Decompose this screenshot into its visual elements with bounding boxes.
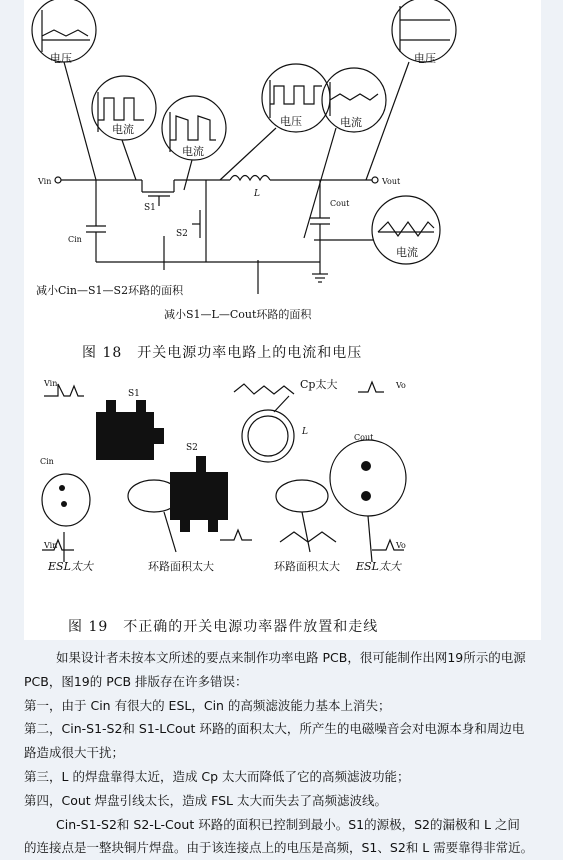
figure-19-pcb-layout	[24, 372, 541, 612]
s1-chip	[96, 412, 154, 460]
figure-18-caption: 图 18 开关电源功率电路上的电流和电压	[82, 345, 363, 361]
label-voltage-1: 电压	[50, 52, 72, 65]
label-vout: Vout	[382, 177, 401, 186]
label-loop-left: 环路面积太大	[148, 560, 214, 573]
label-cin: Cin	[40, 457, 54, 466]
paragraph-1-line-2: PCB，图19的 PCB 排版存在许多错误：	[24, 673, 248, 689]
label-cout: Cout	[354, 433, 374, 442]
paragraph-6-line-2: 的连接点是一整块铜片焊盘。由于该连接点上的电压是高频，S1、S2和 L 需要靠得非常近。	[24, 840, 534, 856]
figure-19	[24, 372, 541, 640]
figure-19-caption: 图 19 不正确的开关电源功率器件放置和走线	[68, 619, 379, 635]
figure-18	[24, 0, 541, 372]
label-esl-left: ESL太大	[48, 560, 93, 573]
label-loop-right: 环路面积太大	[274, 560, 340, 573]
label-current-4: 电流	[396, 246, 418, 259]
label-vo-top: Vo	[396, 381, 406, 390]
paragraph-1-line-1: 如果设计者未按本文所述的要点来制作功率电路 PCB，很可能制作出网19所示的电源	[56, 650, 526, 665]
label-l: L	[254, 189, 260, 199]
figure-18-circuit	[24, 0, 541, 340]
label-l: L	[302, 427, 308, 437]
label-vo-bottom: Vo	[396, 541, 406, 550]
label-vin-top: Vin	[44, 379, 58, 388]
paragraph-6-line-1: Cin-S1-S2和 S2-L-Cout 环路的面积已控制到最小。S1的源极，S2的漏极和 L 之间	[56, 816, 520, 832]
paragraph-4: 第三，L 的焊盘靠得太近，造成 Cp 太大而降低了它的高频滤波功能；	[24, 768, 410, 784]
label-s2: S2	[186, 443, 198, 453]
label-vin: Vin	[38, 177, 52, 186]
label-s1: S1	[128, 389, 140, 399]
label-esl-right: ESL太大	[356, 560, 401, 573]
note-right: 减小S1—L—Cout环路的面积	[164, 308, 312, 321]
label-cin: Cin	[68, 235, 82, 244]
paragraph-2: 第一，由于 Cin 有很大的 ESL，Cin 的高频滤波能力基本上消失；	[24, 697, 391, 713]
label-s1: S1	[144, 203, 156, 213]
label-vin-bottom: Vin	[44, 541, 58, 550]
s2-chip	[170, 472, 228, 520]
article-text	[24, 646, 541, 860]
label-voltage-3: 电压	[414, 52, 436, 65]
label-voltage-2: 电压	[280, 115, 302, 128]
paragraph-3-line-2: 路造成很大干扰；	[24, 745, 125, 761]
paragraph-3-line-1: 第二，Cin-S1-S2和 S1-LCout 环路的面积太大，所产生的电磁噪音会对电源本身和周边电	[24, 721, 525, 737]
label-cp: Cp太大	[300, 378, 338, 391]
label-current-2: 电流	[182, 145, 204, 158]
note-left: 减小Cin—S1—S2环路的面积	[36, 284, 184, 297]
label-current-1: 电流	[112, 123, 134, 136]
label-current-3: 电流	[340, 116, 362, 129]
paragraph-5: 第四，Cout 焊盘引线太长，造成 FSL 太大而失去了高频滤波线。	[24, 792, 387, 808]
label-s2: S2	[176, 229, 188, 239]
label-cout: Cout	[330, 199, 350, 208]
